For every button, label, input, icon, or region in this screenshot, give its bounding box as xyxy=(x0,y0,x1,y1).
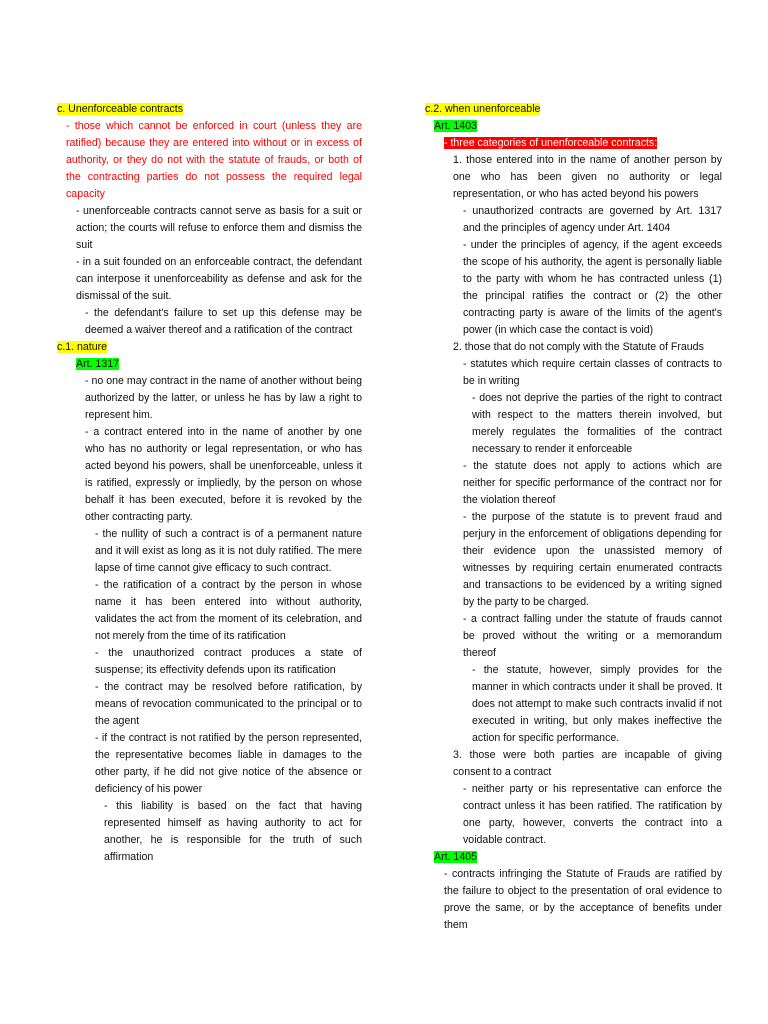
category-2: 2. those that do not comply with the Statute of Frauds xyxy=(453,341,704,353)
category-1: 1. those entered into in the name of another person by one who has been given no authority or legal representation, or who has acted beyond his powers xyxy=(453,154,722,200)
right-column xyxy=(425,101,722,934)
art1317-sub-1: - the nullity of such a contract is of a permanent nature and it will exist as long as it is not duly ratified. The mere lapse of time cannot give efficacy to such contract. xyxy=(95,528,362,574)
article-text: Art. 1403 xyxy=(434,120,477,132)
article-text: Art. 1317 xyxy=(76,358,119,370)
heading-when-unenforceable xyxy=(425,101,722,118)
heading-text: c.1. nature xyxy=(57,341,108,353)
bullet-no-basis-for-suit: - unenforceable contracts cannot serve as basis for a suit or action; the courts will refuse to enforce them and dismiss the suit xyxy=(76,205,362,251)
definition-paragraph: - those which cannot be enforced in court (unless they are ratified) because they are entered into without or in excess of authority, or they do not with the statute of frauds, or both of the contracting parties do not possess the required legal capacity xyxy=(66,120,362,200)
category-3-bullet-1: - neither party or his representative can enforce the contract unless it has been ratified. The ratification by one party, however, converts the contract into a voidable contract. xyxy=(463,783,722,846)
category-1-bullet-2: - under the principles of agency, if the agent exceeds the scope of his authority, the agent is personally liable to the party with whom he has contracted unless (1) the principal ratifies the contract or (2) the other contracting party is aware of the limits of the agent's power (in which case the contact is void) xyxy=(463,239,722,336)
category-1-bullet-1: - unauthorized contracts are governed by Art. 1317 and the principles of agency under Art. 1404 xyxy=(463,205,722,234)
category-2-bullet-4: - a contract falling under the statute of frauds cannot be proved without the writing or a memorandum thereof xyxy=(463,613,722,659)
art1317-paragraph-1: - no one may contract in the name of another without being authorized by the latter, or unless he has by law a right to represent him. xyxy=(85,375,362,421)
categories-text: - three categories of unenforceable contracts: xyxy=(444,137,658,149)
heading-text: c. Unenforceable contracts xyxy=(57,103,184,115)
art1317-paragraph-2: - a contract entered into in the name of another by one who has no authority or legal representation, or who has acted beyond his powers, shall be unenforceable, unless it is ratified, expressly or impliedly, by the person on whose behalf it has been executed, before it is revoked by the other contracting party. xyxy=(85,426,362,523)
heading-unenforceable-contracts xyxy=(57,101,362,118)
art1317-sub-3: - the unauthorized contract produces a state of suspense; its effectivity defends upon its ratification xyxy=(95,647,362,676)
art1405-paragraph-1: - contracts infringing the Statute of Frauds are ratified by the failure to object to the presentation of oral evidence to prove the same, or by the acceptance of benefits under them xyxy=(444,868,722,931)
category-2-bullet-1a: - does not deprive the parties of the right to contract with respect to the matters therein involved, but merely regulates the formalities of the contract necessary to render it enforceable xyxy=(472,392,722,455)
category-2-bullet-3: - the purpose of the statute is to prevent fraud and perjury in the enforcement of obligations depending for their evidence upon the unassisted memory of witnesses by requiring certain enumerated contracts and transactions to be evidenced by a writing signed by the party to be charged. xyxy=(463,511,722,608)
three-categories-label xyxy=(444,135,722,152)
article-1317-label xyxy=(76,356,362,373)
bullet-waiver: - the defendant's failure to set up this defense may be deemed a waiver thereof and a ratification of the contract xyxy=(85,307,362,336)
art1317-sub-5a: - this liability is based on the fact that having represented himself as having authority to act for another, he is responsible for the truth of such affirmation xyxy=(104,800,362,863)
heading-text: c.2. when unenforceable xyxy=(425,103,541,115)
article-text: Art. 1405 xyxy=(434,851,477,863)
heading-nature xyxy=(57,339,362,356)
art1317-sub-2: - the ratification of a contract by the person in whose name it has been entered into without authority, validates the act from the moment of its celebration, and not merely from the time of its ratification xyxy=(95,579,362,642)
article-1405-label xyxy=(434,849,722,866)
category-2-bullet-4a: - the statute, however, simply provides for the manner in which contracts under it shall be proved. It does not attempt to make such contracts invalid if not executed in writing, but only makes ineffective the action for specific performance. xyxy=(472,664,722,744)
category-3: 3. those were both parties are incapable of giving consent to a contract xyxy=(453,749,722,778)
art1317-sub-5: - if the contract is not ratified by the person represented, the representative becomes liable in damages to the other party, if he did not give notice of the absence or deficiency of his power xyxy=(95,732,362,795)
category-2-bullet-2: - the statute does not apply to actions which are neither for specific performance of the contract nor for the violation thereof xyxy=(463,460,722,506)
art1317-sub-4: - the contract may be resolved before ratification, by means of revocation communicated to the principal or to the agent xyxy=(95,681,362,727)
article-1403-label xyxy=(434,118,722,135)
left-column xyxy=(57,101,362,866)
bullet-defense: - in a suit founded on an enforceable contract, the defendant can interpose it unenforceability as defense and ask for the dismissal of the suit. xyxy=(76,256,362,302)
category-2-bullet-1: - statutes which require certain classes of contracts to be in writing xyxy=(463,358,722,387)
